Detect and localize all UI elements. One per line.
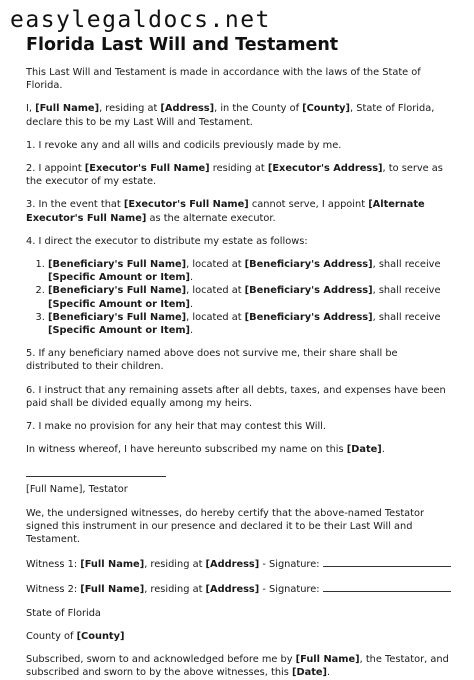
beneficiary-address-placeholder: [Beneficiary's Address]: [244, 311, 373, 323]
list-text: , shall receive: [372, 285, 441, 297]
witness-text: - Signature:: [259, 584, 323, 596]
clause-1: 1. I revoke any and all wills and codicils previously made by me.: [26, 139, 342, 151]
county-line: [26, 630, 452, 643]
witness-1-line: [26, 556, 452, 571]
clause-7: 7. I make no provision for any heir that may contest this Will.: [26, 421, 327, 433]
testator-county-placeholder: [County]: [302, 103, 351, 115]
testator-label: [Full Name], Testator: [26, 484, 128, 496]
testator-name-placeholder: [Full Name]: [35, 103, 100, 115]
beneficiary-name-placeholder: [Beneficiary's Full Name]: [48, 259, 187, 271]
clause-3: [26, 198, 452, 224]
witness-name-placeholder: [Full Name]: [80, 584, 145, 596]
declaration-text: , in the County of: [214, 103, 303, 115]
witness-text: , residing at: [144, 584, 206, 596]
witness-text: - Signature:: [259, 559, 323, 571]
clause-text: residing at: [209, 163, 268, 175]
executor-name-placeholder: [Executor's Full Name]: [84, 163, 210, 175]
witness-text: , residing at: [144, 559, 206, 571]
beneficiary-amount-placeholder: [Specific Amount or Item]: [48, 325, 191, 337]
state-line: State of Florida: [26, 607, 101, 619]
beneficiary-list: [26, 258, 452, 337]
notary-paragraph: [26, 653, 452, 679]
testator-address-placeholder: [Address]: [160, 103, 215, 115]
clause-4: 4. I direct the executor to distribute my estate as follows:: [26, 235, 308, 247]
notary-text: .: [327, 667, 331, 679]
witness-2-signature-line[interactable]: [323, 581, 451, 592]
witness-address-placeholder: [Address]: [205, 584, 260, 596]
beneficiary-amount-placeholder: [Specific Amount or Item]: [48, 272, 191, 284]
beneficiary-address-placeholder: [Beneficiary's Address]: [244, 285, 373, 297]
list-text: , shall receive: [372, 259, 441, 271]
declaration-text: , residing at: [99, 103, 161, 115]
notary-text: , the Testator, and subscribed and sworn to by the above witnesses, this: [26, 654, 449, 679]
date-placeholder: [Date]: [346, 444, 382, 456]
testator-signature-line[interactable]: [26, 468, 166, 477]
list-text: , located at: [186, 311, 245, 323]
list-text: .: [190, 298, 194, 310]
executor-address-placeholder: [Executor's Address]: [267, 163, 383, 175]
witness-2-line: [26, 581, 452, 596]
executor-name-placeholder: [Executor's Full Name]: [123, 199, 249, 211]
clause-text: In witness whereof, I have hereunto subscribed my name on this: [26, 444, 347, 456]
document-title: Florida Last Will and Testament: [26, 35, 339, 55]
witness-clause: [26, 443, 452, 456]
beneficiary-name-placeholder: [Beneficiary's Full Name]: [48, 285, 187, 297]
declaration-text: , State of Florida, declare this to be my Last Will and Testament.: [26, 103, 435, 128]
clause-6: 6. I instruct that any remaining assets after all debts, taxes, and expenses have been paid shall be divided equally among my heirs.: [26, 384, 446, 409]
witness-address-placeholder: [Address]: [205, 559, 260, 571]
list-text: , located at: [186, 259, 245, 271]
clause-2: [26, 162, 452, 188]
beneficiary-name-placeholder: [Beneficiary's Full Name]: [48, 311, 187, 323]
county-placeholder: [County]: [76, 630, 125, 642]
clause-text: .: [381, 444, 385, 456]
list-text: .: [190, 325, 194, 337]
alternate-executor-placeholder: [Alternate Executor's Full Name]: [26, 199, 425, 224]
declaration-text: I,: [26, 103, 36, 115]
intro-paragraph: This Last Will and Testament is made in accordance with the laws of the State of Florida.: [26, 67, 421, 92]
clause-text: 2. I appoint: [26, 163, 85, 175]
beneficiary-address-placeholder: [Beneficiary's Address]: [244, 259, 373, 271]
list-text: , located at: [186, 285, 245, 297]
witness-text: Witness 1:: [26, 559, 81, 571]
clause-5: 5. If any beneficiary named above does not survive me, their share shall be distributed to their children.: [26, 348, 398, 373]
list-item: [48, 258, 452, 284]
clause-text: 3. In the event that: [26, 199, 124, 211]
notary-text: Subscribed, sworn to and acknowledged before me by: [26, 654, 296, 666]
beneficiary-amount-placeholder: [Specific Amount or Item]: [48, 298, 191, 310]
clause-text: as the alternate executor.: [146, 212, 276, 224]
witness-statement: We, the undersigned witnesses, do hereby certify that the above-named Testator signed this instrument in our presence and declared it to be their Last Will and Testament.: [26, 507, 425, 546]
witness-1-signature-line[interactable]: [323, 556, 451, 567]
witness-name-placeholder: [Full Name]: [80, 559, 145, 571]
clause-text: , to serve as the executor of my estate.: [26, 163, 443, 188]
declaration-paragraph: [26, 102, 452, 128]
county-text: County of: [26, 630, 77, 642]
clause-text: cannot serve, I appoint: [248, 199, 369, 211]
list-item: [48, 284, 452, 310]
list-text: , shall receive: [372, 311, 441, 323]
list-item: [48, 311, 452, 337]
witness-text: Witness 2:: [26, 584, 81, 596]
notary-date-placeholder: [Date]: [291, 667, 328, 679]
list-text: .: [190, 272, 194, 284]
notary-name-placeholder: [Full Name]: [295, 654, 360, 666]
site-watermark: easylegaldocs.net: [10, 7, 271, 33]
document-body: [26, 66, 452, 680]
